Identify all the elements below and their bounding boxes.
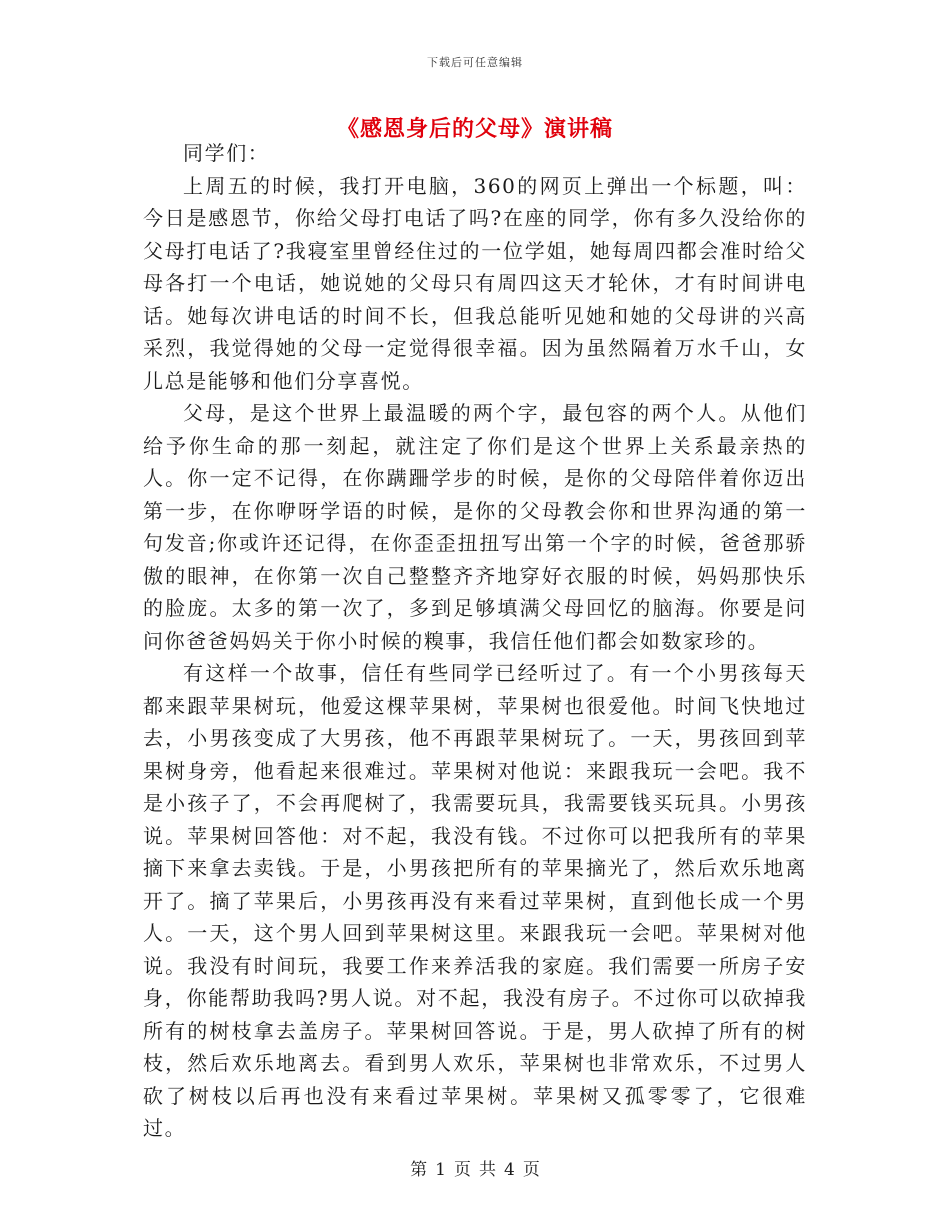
header-note: 下载后可任意编辑 xyxy=(427,56,523,69)
document-title: 《感恩身后的父母》演讲稿 xyxy=(336,116,613,142)
body-paragraph: 父母，是这个世界上最温暖的两个字，最包容的两个人。从他们给予你生命的那一刻起，就注定了你们是这个世界上关系最亲热的人。你一定不记得，在你蹒跚学步的时候，是你的父母陪伴着你迈出第一步，在你咿呀学语的时候，是你的父母教会你和世界沟通的第一句发音;你或许还记得，在你歪歪扭扭写出第一个字的时候，爸爸那骄傲的眼神，在你第一次自己整整齐齐地穿好衣服的时候，妈妈那快乐的脸庞。太多的第一次了，多到足够填满父母回忆的脑海。你要是问问你爸爸妈妈关于你小时候的糗事，我信任他们都会如数家珍的。 xyxy=(143,401,807,653)
body-paragraph: 上周五的时候，我打开电脑，360的网页上弹出一个标题，叫：今日是感恩节，你给父母打电话了吗?在座的同学，你有多久没给你的父母打电话了?我寝室里曾经住过的一位学姐，她每周四都会准时给父母各打一个电话，她说她的父母只有周四这天才轮休，才有时间讲电话。她每次讲电话的时间不长，但我总能听见她和她的父母讲的兴高采烈，我觉得她的父母一定觉得很幸福。因为虽然隔着万水千山，女儿总是能够和他们分享喜悦。 xyxy=(143,173,807,393)
body-paragraph: 有这样一个故事，信任有些同学已经听过了。有一个小男孩每天都来跟苹果树玩，他爱这棵苹果树，苹果树也很爱他。时间飞快地过去，小男孩变成了大男孩，他不再跟苹果树玩了。一天，男孩回到苹果树身旁，他看起来很难过。苹果树对他说：来跟我玩一会吧。我不是小孩子了，不会再爬树了，我需要玩具，我需要钱买玩具。小男孩说。苹果树回答他：对不起，我没有钱。不过你可以把我所有的苹果摘下来拿去卖钱。于是，小男孩把所有的苹果摘光了，然后欢乐地离开了。摘了苹果后，小男孩再没有来看过苹果树，直到他长成一个男人。一天，这个男人回到苹果树这里。来跟我玩一会吧。苹果树对他说。我没有时间玩，我要工作来养活我的家庭。我们需要一所房子安身，你能帮助我吗?男人说。对不起，我没有房子。不过你可以砍掉我所有的树枝拿去盖房子。苹果树回答说。于是，男人砍掉了所有的树枝，然后欢乐地离去。看到男人欢乐，苹果树也非常欢乐，不过男人砍了树枝以后再也没有来看过苹果树。苹果树又孤零零了，它很难过。 xyxy=(143,661,807,1140)
total-pages: 4 xyxy=(504,1160,515,1180)
page-footer xyxy=(0,1155,950,1180)
total-prefix: 共 xyxy=(479,1160,496,1180)
page-number: 1 xyxy=(435,1160,446,1180)
page-unit: 页 xyxy=(454,1160,471,1180)
page-prefix: 第 xyxy=(410,1160,428,1180)
document-body xyxy=(143,137,807,1145)
total-unit: 页 xyxy=(522,1160,540,1180)
salutation-paragraph: 同学们： xyxy=(183,141,270,165)
